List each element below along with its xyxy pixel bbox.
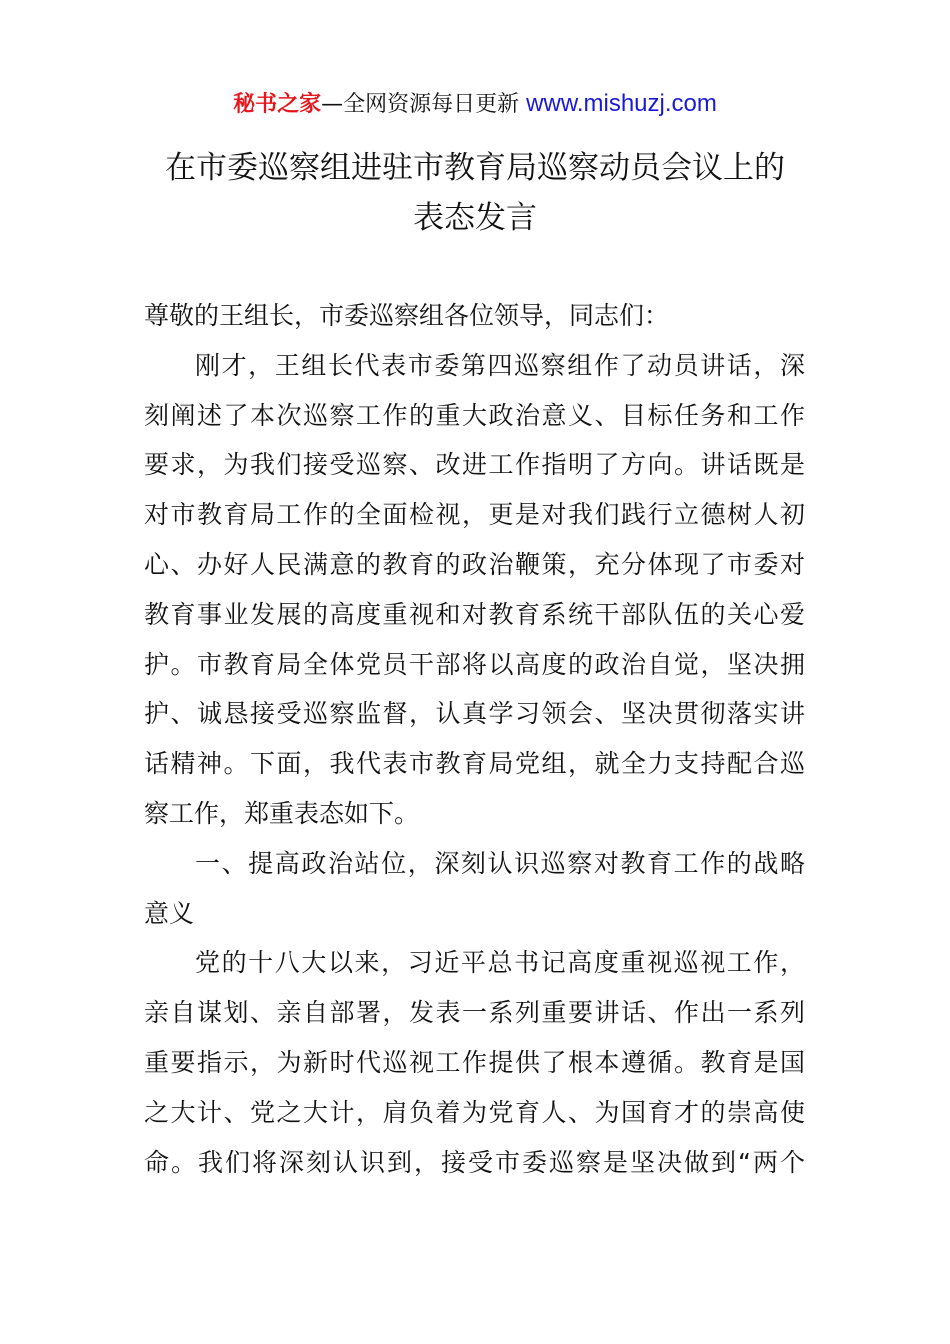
paragraph-line: 察工作，郑重表态如下。: [144, 798, 420, 828]
section-heading-line: 一、提高政治站位，深刻认识巡察对教育工作的战略: [195, 848, 805, 878]
paragraph-line: 护、诚恳接受巡察监督，认真学习领会、坚决贯彻落实讲: [144, 699, 805, 729]
paragraph-line: 亲自谋划、亲自部署，发表一系列重要讲话、作出一系列: [144, 998, 805, 1028]
paragraph-line: 对市教育局工作的全面检视，更是对我们践行立德树人初: [144, 500, 805, 530]
paragraph-line: 话精神。下面，我代表市教育局党组，就全力支持配合巡: [144, 749, 805, 779]
paragraph-line: 党的十八大以来，习近平总书记高度重视巡视工作，: [195, 948, 805, 978]
document-title-line-2: 表态发言: [413, 200, 537, 236]
site-banner: [0, 88, 950, 121]
document-title-line-1: 在市委巡察组进驻市教育局巡察动员会议上的: [165, 150, 785, 186]
paragraph-line: 教育事业发展的高度重视和对教育系统干部队伍的关心爱: [144, 599, 805, 629]
paragraph-line: 之大计、党之大计，肩负着为党育人、为国育才的崇高使: [144, 1097, 805, 1127]
paragraph-line: 心、办好人民满意的教育的政治鞭策，充分体现了市委对: [144, 549, 805, 579]
document-body: [144, 291, 805, 1187]
site-url-link[interactable]: www.mishuzj.com: [526, 90, 717, 117]
section-heading-line: 意义: [144, 898, 195, 928]
paragraph-line: 重要指示，为新时代巡视工作提供了根本遵循。教育是国: [144, 1047, 805, 1077]
banner-tagline: —全网资源每日更新: [321, 92, 520, 117]
paragraph-line: 刚才，王组长代表市委第四巡察组作了动员讲话，深: [195, 350, 805, 380]
paragraph-line: 护。市教育局全体党员干部将以高度的政治自觉，坚决拥: [144, 649, 805, 679]
paragraph-line: 刻阐述了本次巡察工作的重大政治意义、目标任务和工作: [144, 400, 805, 430]
paragraph-line: 命。我们将深刻认识到，接受市委巡察是坚决做到“两个: [144, 1147, 805, 1177]
paragraph-line: 要求，为我们接受巡察、改进工作指明了方向。讲话既是: [144, 450, 805, 480]
salutation: 尊敬的王组长，市委巡察组各位领导，同志们：: [144, 301, 670, 330]
brand-name: 秘书之家: [233, 92, 322, 117]
